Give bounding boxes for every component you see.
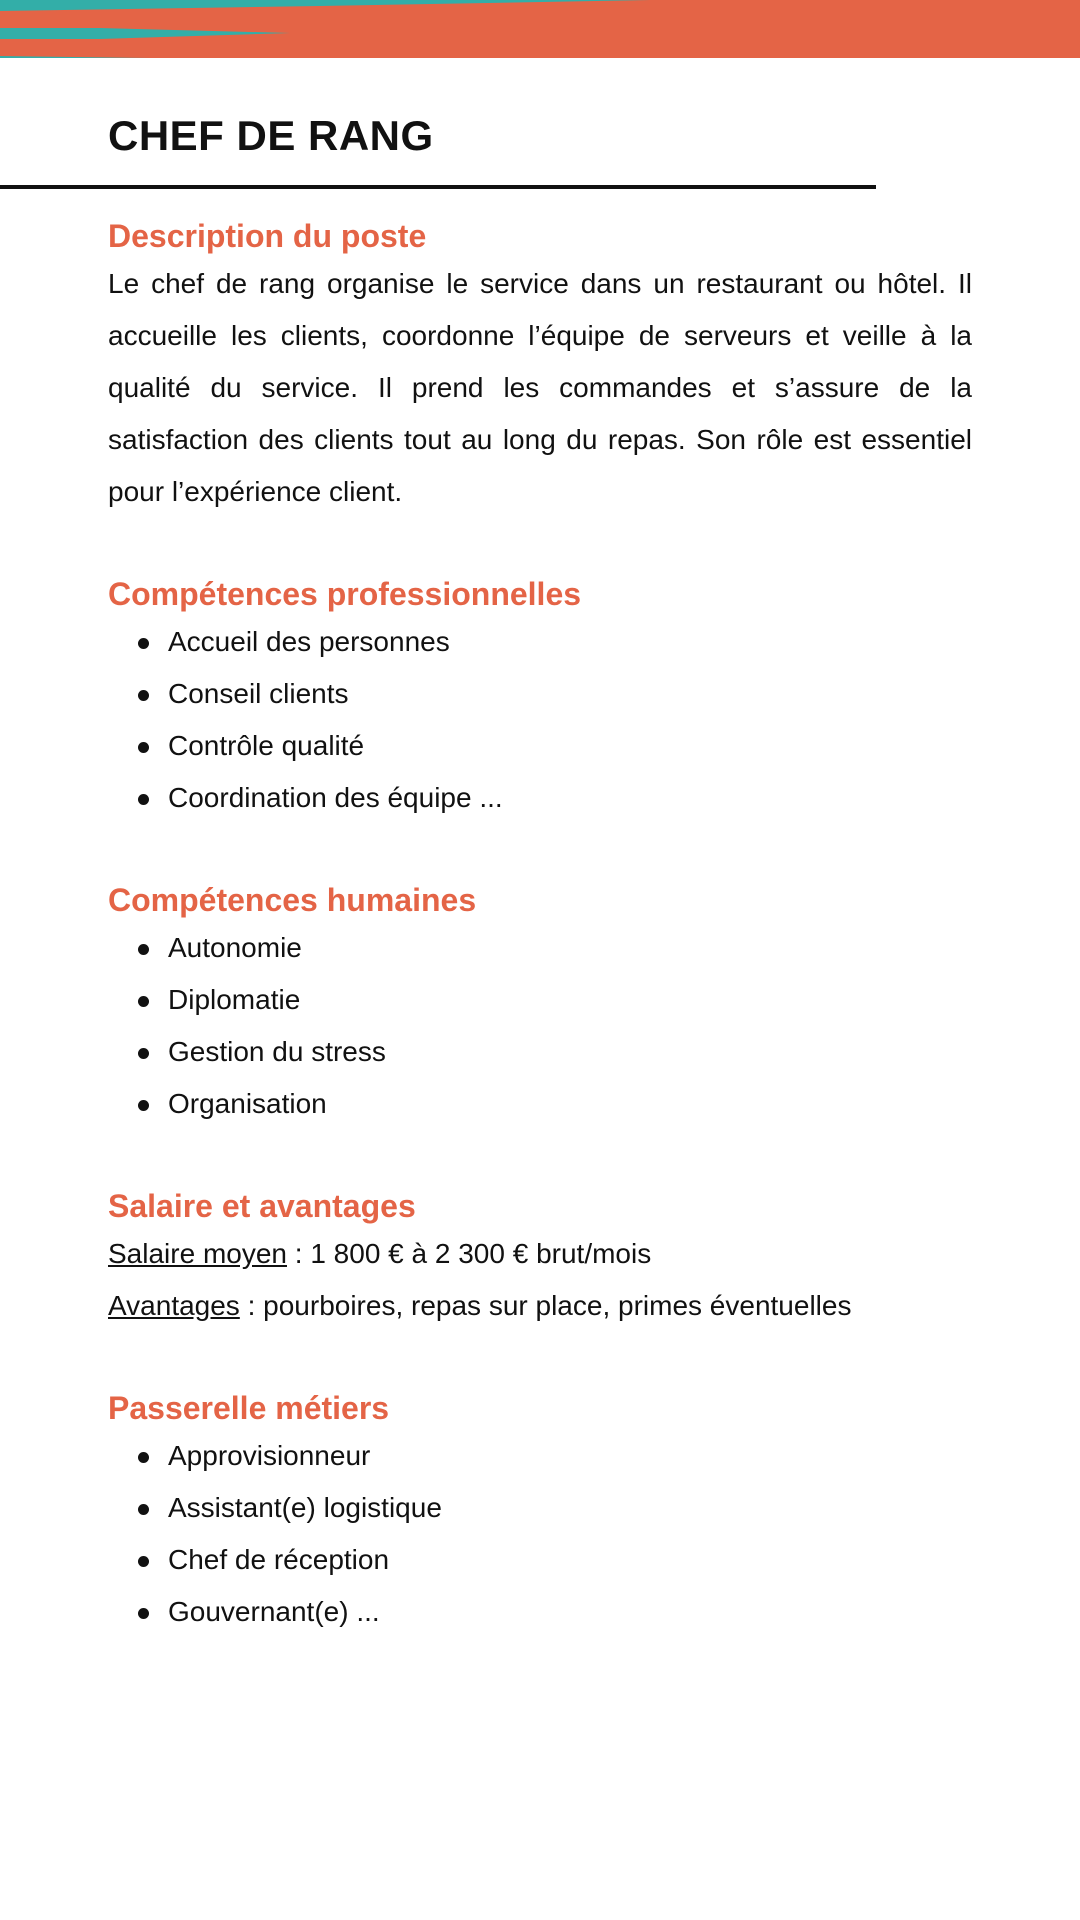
- benefits-value: : pourboires, repas sur place, primes éventuelles: [239, 1290, 852, 1321]
- pro-skills-section: [108, 572, 972, 824]
- list-item: Contrôle qualité: [138, 720, 972, 772]
- description-section: [108, 214, 972, 518]
- list-item: Approvisionneur: [138, 1430, 972, 1482]
- list-item: Assistant(e) logistique: [138, 1482, 972, 1534]
- section-heading: Compétences humaines: [108, 882, 477, 918]
- list-item: Conseil clients: [138, 668, 972, 720]
- list-item: Autonomie: [138, 922, 972, 974]
- title-divider: [0, 185, 876, 189]
- list-item: Accueil des personnes: [138, 616, 972, 668]
- salary-label: Salaire moyen: [108, 1238, 287, 1269]
- header-band: [0, 0, 1080, 58]
- human-skills-section: [108, 878, 972, 1130]
- salary-value: : 1 800 € à 2 300 € brut/mois: [286, 1238, 652, 1269]
- page-title: CHEF DE RANG: [108, 112, 434, 159]
- list-item: Organisation: [138, 1078, 972, 1130]
- section-heading: Salaire et avantages: [108, 1188, 416, 1224]
- benefits-label: Avantages: [108, 1290, 240, 1321]
- career-bridges-section: [108, 1386, 972, 1638]
- list-item: Chef de réception: [138, 1534, 972, 1586]
- section-heading: Passerelle métiers: [108, 1390, 390, 1426]
- salary-line: [108, 1228, 972, 1280]
- salary-section: [108, 1184, 972, 1332]
- list-item: Diplomatie: [138, 974, 972, 1026]
- list-item: Coordination des équipe ...: [138, 772, 972, 824]
- section-heading: Description du poste: [108, 218, 427, 254]
- section-heading: Compétences professionnelles: [108, 576, 582, 612]
- list-item: Gouvernant(e) ...: [138, 1586, 972, 1638]
- decorative-stripes: [0, 0, 1080, 58]
- benefits-line: [108, 1280, 972, 1332]
- description-text: Le chef de rang organise le service dans un restaurant ou hôtel. Il accueille les clients, coordonne l’équipe de serveurs et veille à la qualité du service. Il prend les commandes et s’assure de la satisfaction des clients tout au long du repas. Son rôle est essentiel pour l’expérience client.: [108, 268, 972, 507]
- list-item: Gestion du stress: [138, 1026, 972, 1078]
